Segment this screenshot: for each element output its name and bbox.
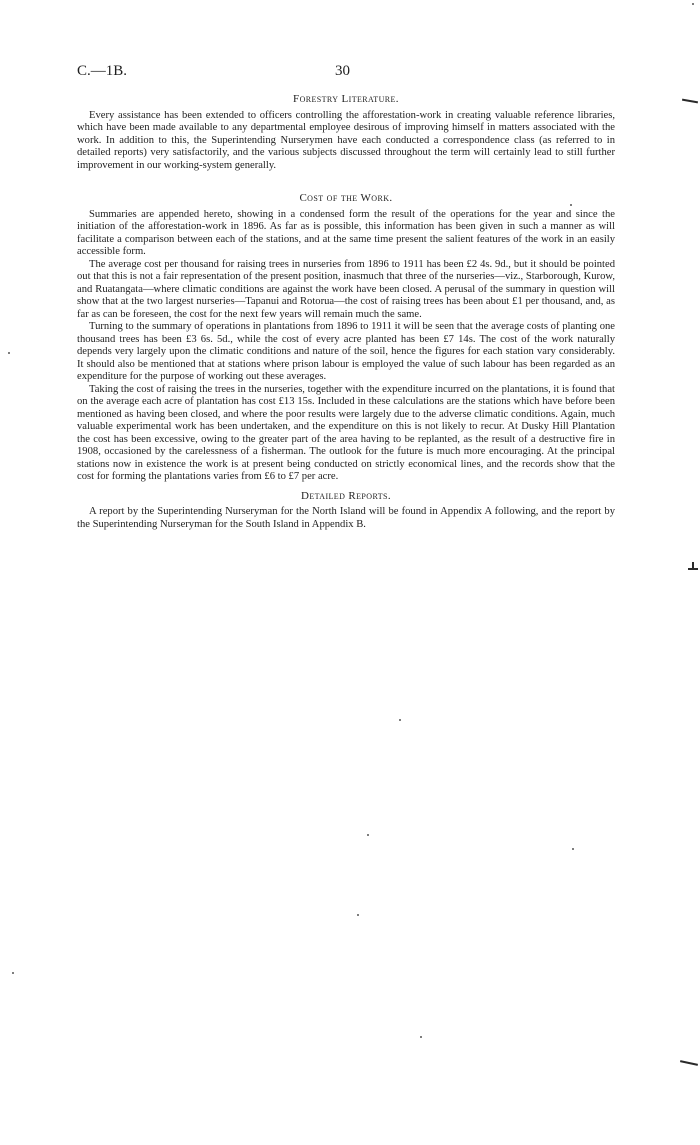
page-number: 30 [335, 63, 350, 79]
section-title-detailed-reports: Detailed Reports. [300, 489, 391, 502]
document-code: C.—1B. [77, 63, 128, 79]
scan-speck [572, 848, 574, 850]
scan-speck [8, 352, 10, 354]
scan-speck [367, 834, 369, 836]
scan-speck [692, 3, 694, 5]
paragraph: The average cost per thousand for raising trees in nurseries from 1896 to 1911 has been £2 4s. 9d., but it should be pointed out that this is not a fair representation of the present position, inasmuch that three of the nurseries—viz., Starborough, Kurow, and Ruatangata—where climatic conditions are against the work have been closed. A perusal of the summary in question will show that at the two largest nurseries—Tapanui and Rotorua—the cost of raising trees has been about £1 per thousand, and, as far as can be foreseen, the cost for the next few years will remain much the same. [77, 258, 615, 320]
section-title-cost-of-the-work: Cost of the Work. [299, 192, 393, 204]
scan-mark [682, 99, 698, 104]
scan-mark [688, 568, 698, 570]
page-body [77, 93, 615, 531]
paragraph: Taking the cost of raising the trees in the nurseries, together with the expenditure incurred on the plantations, it is found that on the average each acre of plantation has cost £13 15s. Included in these calculations are the stations which have before been mentioned as having been closed, and where the poor results were largely due to the adverse climatic conditions. Again, much valuable experimental work has been undertaken, and the expenditure on this is not likely to recur. At Dusky Hill Plantation the cost has been excessive, owing to the greater part of the area having to be replanted, as the result of a destructive fire in 1908, occasioned by the carelessness of a fisherman. The outlook for the future is much more encouraging. At the principal stations now in existence the work is at present being conducted on strictly economical lines, and the records show that the cost for forming the plantations varies from £6 to £7 per acre. [77, 383, 615, 482]
scan-speck [399, 719, 401, 721]
scan-speck [420, 1036, 422, 1038]
scan-mark [680, 1060, 698, 1066]
page-header [77, 63, 637, 83]
scan-mark [692, 562, 694, 568]
scan-speck [357, 914, 359, 916]
scan-speck [570, 204, 572, 206]
scan-speck [12, 972, 14, 974]
paragraph: Summaries are appended hereto, showing in a condensed form the result of the operations for the year and since the initiation of the afforestation-work in 1896. As far as is possible, this information has been given in such a manner as will facilitate a comparison between each of the stations, and at the same time present the salient features of the work in an easily accessible form. [77, 208, 615, 257]
paragraph: Turning to the summary of operations in plantations from 1896 to 1911 it will be seen that the average costs of planting one thousand trees has been £3 6s. 5d., while the cost of every acre planted has been £7 14s. The cost of the work naturally depends very largely upon the climatic conditions and nature of the soil, hence the figures for each station vary considerably. It should also be mentioned that at stations where prison labour is employed the value of such labour has been regarded as an expenditure for the purpose of working out these averages. [77, 321, 615, 382]
paragraph: Every assistance has been extended to officers controlling the afforestation-work in creating valuable reference libraries, which have been made available to any departmental employee desirous of improving himself in matters associated with the work. In addition to this, the Superintending Nurserymen have each conducted a correspondence class (as referred to in detailed reports) very satisfactorily, and the various subjects discussed throughout the term will certainly lead to still further improvement in our working-system generally. [77, 109, 615, 171]
section-title-forestry-literature: Forestry Literature. [293, 93, 399, 105]
paragraph: A report by the Superintending Nurseryman for the North Island will be found in Appendix A following, and the report by the Superintending Nurseryman for the South Island in Appendix B. [77, 506, 615, 530]
